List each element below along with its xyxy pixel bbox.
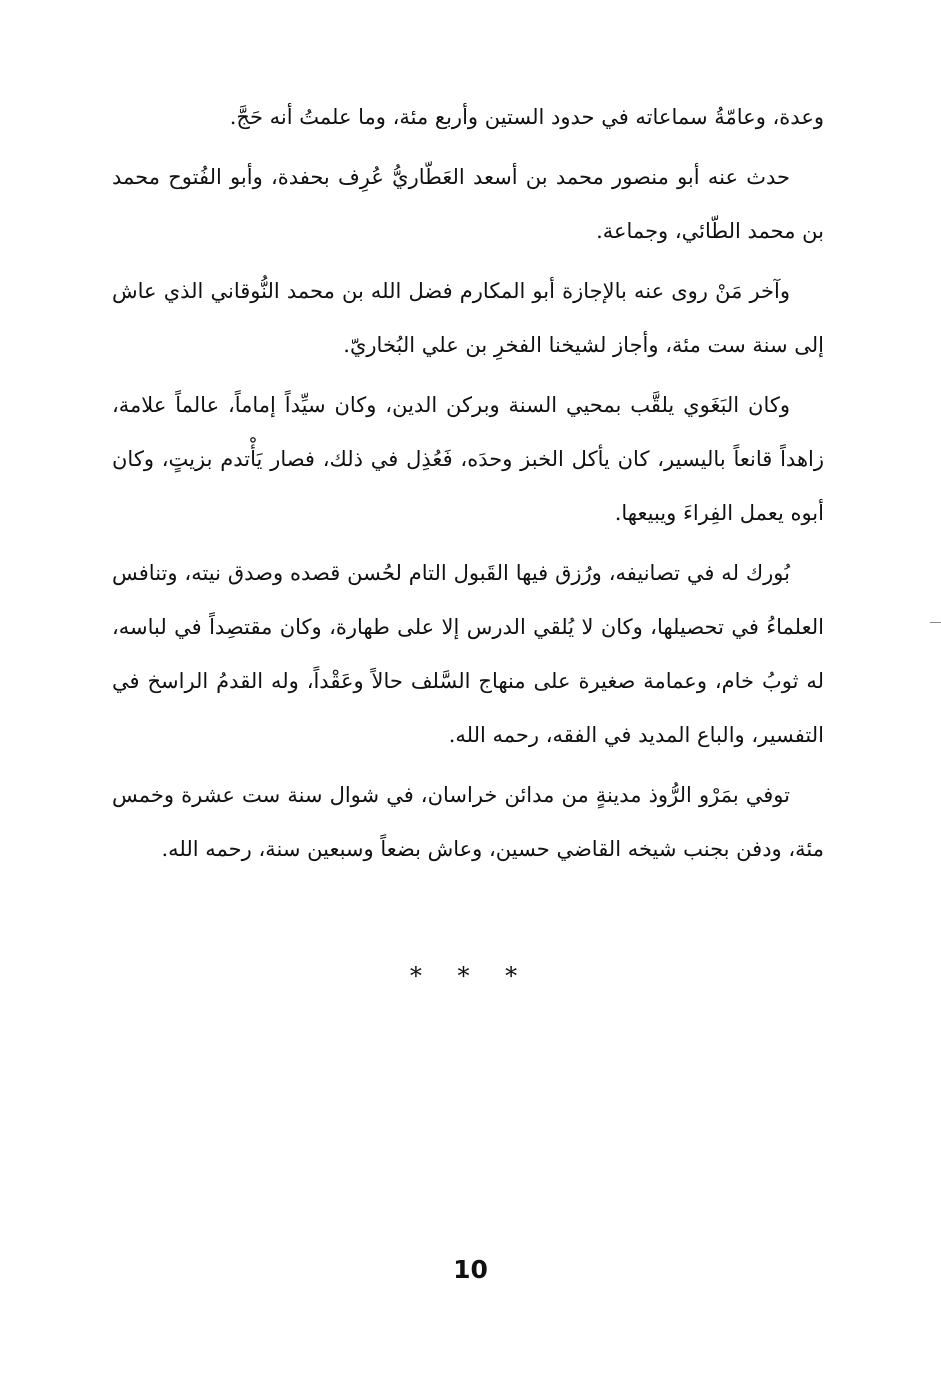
paragraph: وعدة، وعامّةُ سماعاته في حدود الستين وأربع مئة، وما علمتُ أنه حَجَّ. [229, 105, 824, 129]
page-number: 10 [453, 1255, 488, 1284]
margin-mark [930, 622, 941, 623]
paragraph: وكان البَغَوي يلقَّب بمحيي السنة وبركن الدين، وكان سيِّداً إماماً، عالماً علامة، زاهداً قانعاً باليسير، كان يأكل الخبز وحدَه، فَعُذِل في ذلك، فصار يَأْتدم بزيتٍ، وكان أبوه يعمل الفِراءَ ويبيعها. [112, 393, 825, 525]
section-separator: * * * [409, 962, 532, 990]
body-text [112, 90, 824, 882]
paragraph: حدث عنه أبو منصور محمد بن أسعد العَطّاريُّ عُرِف بحفدة، وأبو الفُتوح محمد بن محمد الطّائي، وجماعة. [112, 165, 824, 243]
paragraph: وآخر مَنْ روى عنه بالإجازة أبو المكارم فضل الله بن محمد النُّوقاني الذي عاش إلى سنة ست مئة، وأجاز لشيخنا الفخرِ بن علي البُخاريّ. [112, 279, 824, 357]
paragraph: بُورك له في تصانيفه، ورُزق فيها القَبول التام لحُسن قصده وصدق نيته، وتنافس العلماءُ في تحصيلها، وكان لا يُلقي الدرس إلا على طهارة، وكان مقتصِداً في لباسه، له ثوبُ خام، وعمامة صغيرة على منهاج السَّلف حالاً وعَقْداً، وله القدمُ الراسخ في التفسير، والباع المديد في الفقه، رحمه الله. [112, 561, 824, 747]
paragraph: توفي بمَرْو الرُّوذ مدينةٍ من مدائن خراسان، في شوال سنة ست عشرة وخمس مئة، ودفن بجنب شيخه القاضي حسين، وعاش بضعاً وسبعين سنة، رحمه الله. [112, 783, 824, 861]
